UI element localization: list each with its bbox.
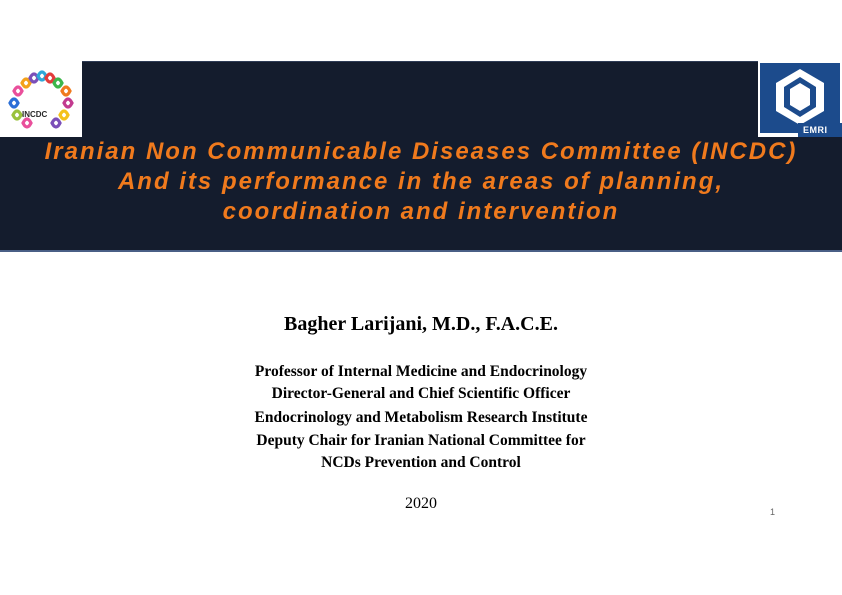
role-line: Professor of Internal Medicine and Endocrinology bbox=[254, 363, 588, 380]
emri-emblem-icon bbox=[758, 61, 842, 137]
incdc-logo-text: INCDC bbox=[22, 110, 48, 119]
role-line: NCDs Prevention and Control bbox=[321, 454, 521, 471]
presentation-year: 2020 bbox=[405, 495, 437, 512]
author-name: Bagher Larijani, M.D., F.A.C.E. bbox=[284, 313, 558, 335]
slide-title: Iranian Non Communicable Diseases Committee (INCDC) And its performance in the areas of planning, coordination and intervention bbox=[44, 138, 798, 225]
role-line: Director-General and Chief Scientific Officer bbox=[271, 385, 571, 402]
page-number: 1 bbox=[770, 507, 776, 517]
role-line: Endocrinology and Metabolism Research Institute bbox=[254, 409, 588, 426]
emri-logo bbox=[758, 61, 842, 137]
title-banner bbox=[0, 61, 842, 252]
emri-logo-text: EMRI bbox=[803, 125, 828, 135]
ribbon-cluster-icon bbox=[0, 61, 82, 137]
role-line: Deputy Chair for Iranian National Committee for bbox=[256, 432, 586, 449]
incdc-logo bbox=[0, 61, 82, 137]
